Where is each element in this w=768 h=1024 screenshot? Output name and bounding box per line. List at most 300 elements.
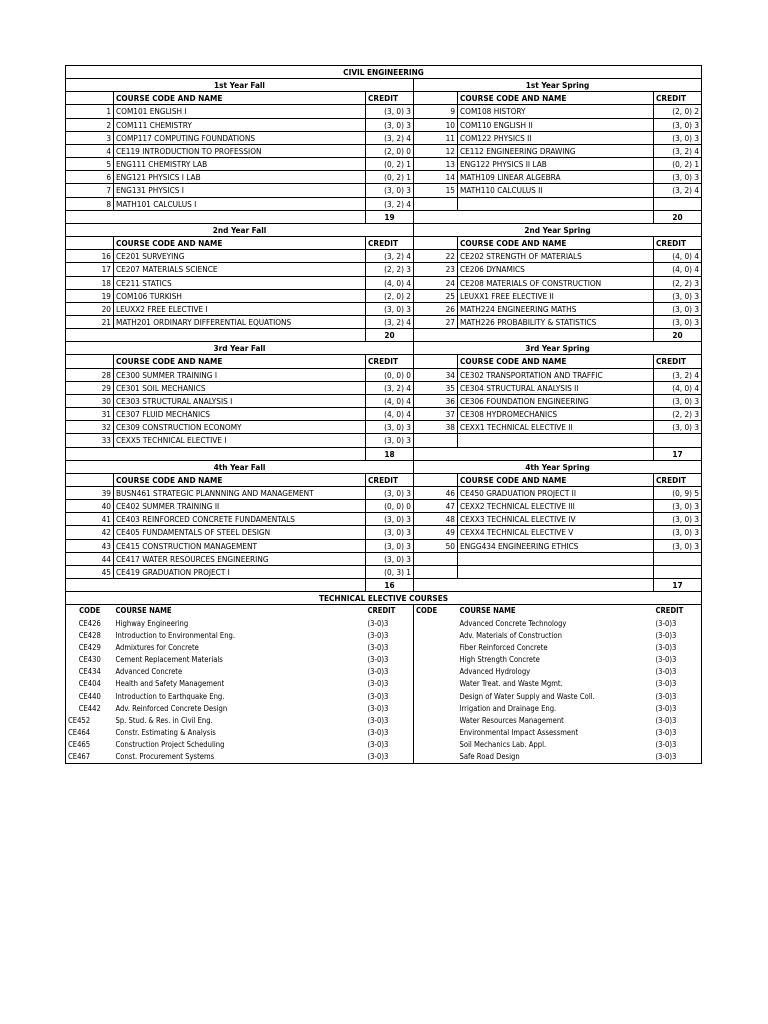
elective-name: Cement Replacement Materials <box>115 655 223 665</box>
course-name: COMP117 COMPUTING FOUNDATIONS <box>114 131 366 144</box>
course-name: LEUXX2 FREE ELECTIVE I <box>114 302 366 315</box>
elective-code: CE440 <box>78 691 101 701</box>
course-credit: (3, 0) 3 <box>366 539 414 552</box>
course-header: COURSE CODE AND NAME <box>458 355 654 368</box>
course-credit: (3, 2) 4 <box>366 315 414 328</box>
course-credit: (4, 0) 4 <box>654 263 702 276</box>
course-credit <box>654 434 702 447</box>
course-number: 50 <box>414 539 458 552</box>
elective-code <box>414 630 458 642</box>
number-header-cell <box>66 473 114 486</box>
course-name: MATH110 CALCULUS II <box>458 184 654 197</box>
course-credit: (3, 0) 3 <box>654 289 702 302</box>
course-header: COURSE CODE AND NAME <box>114 237 366 250</box>
total-spacer <box>414 579 654 592</box>
course-credit: (0, 2) 1 <box>366 158 414 171</box>
credit-header: CREDIT <box>654 355 702 368</box>
course-number: 3 <box>66 131 114 144</box>
elective-credit: (3-0)3 <box>655 642 677 652</box>
course-credit: (2, 0) 0 <box>366 144 414 157</box>
elective-credit: (3-0)3 <box>366 618 414 630</box>
course-credit: (3, 0) 3 <box>366 105 414 118</box>
curriculum-table <box>65 65 702 764</box>
course-name: CE303 STRUCTURAL ANALYSIS I <box>114 394 366 407</box>
course-row <box>66 565 702 578</box>
course-number: 46 <box>414 487 458 500</box>
course-name: ENG122 PHYSICS II LAB <box>458 158 654 171</box>
course-name: ENG131 PHYSICS I <box>114 184 366 197</box>
elective-code <box>414 727 458 739</box>
total-spacer <box>66 579 366 592</box>
course-number: 20 <box>66 302 114 315</box>
elective-credit: (3-0)3 <box>655 727 677 737</box>
course-name: MATH226 PROBABILITY & STATISTICS <box>458 315 654 328</box>
elective-credit: (3-0)3 <box>366 666 414 678</box>
course-name <box>458 434 654 447</box>
course-name: CE417 WATER RESOURCES ENGINEERING <box>114 552 366 565</box>
course-number: 23 <box>414 263 458 276</box>
course-name: CE300 SUMMER TRAINING I <box>114 368 366 381</box>
course-credit: (4, 0) 4 <box>654 381 702 394</box>
elective-row <box>66 691 702 703</box>
elective-name: Water Resources Management <box>459 715 564 725</box>
course-credit: (0, 3) 1 <box>366 565 414 578</box>
elective-name: Introduction to Earthquake Eng. <box>115 691 225 701</box>
course-row <box>66 394 702 407</box>
course-credit: (3, 2) 4 <box>366 131 414 144</box>
elective-code: CE442 <box>78 703 101 713</box>
course-row <box>66 552 702 565</box>
code-header: CODE <box>79 606 101 616</box>
elective-name: Introduction to Environmental Eng. <box>115 630 236 640</box>
course-credit: (4, 0) 4 <box>366 408 414 421</box>
elective-name: Construction Project Scheduling <box>115 740 225 750</box>
course-credit: (0, 2) 1 <box>654 158 702 171</box>
course-number: 13 <box>414 158 458 171</box>
course-row <box>66 263 702 276</box>
course-number: 30 <box>66 394 114 407</box>
elective-credit: (3-0)3 <box>655 715 677 725</box>
elective-credit: (3-0)3 <box>366 751 414 764</box>
elective-code <box>414 678 458 690</box>
course-credit: (3, 2) 4 <box>654 184 702 197</box>
semester-total: 20 <box>654 210 702 223</box>
course-header: COURSE CODE AND NAME <box>458 237 654 250</box>
credit-header: CREDIT <box>655 606 684 616</box>
elective-code <box>414 751 458 764</box>
course-credit <box>654 552 702 565</box>
course-row <box>66 421 702 434</box>
course-number <box>414 434 458 447</box>
total-spacer <box>66 447 366 460</box>
total-row <box>66 579 702 592</box>
course-credit: (4, 0) 4 <box>366 394 414 407</box>
course-credit: (3, 0) 3 <box>654 118 702 131</box>
credit-header: CREDIT <box>654 92 702 105</box>
elective-row <box>66 618 702 630</box>
course-credit: (2, 2) 3 <box>654 408 702 421</box>
course-name: CE202 STRENGTH OF MATERIALS <box>458 250 654 263</box>
course-name: CE301 SOIL MECHANICS <box>114 381 366 394</box>
course-number: 31 <box>66 408 114 421</box>
course-credit: (4, 0) 4 <box>654 250 702 263</box>
course-row <box>66 276 702 289</box>
course-credit: (2, 0) 2 <box>654 105 702 118</box>
elective-credit: (3-0)3 <box>655 679 677 689</box>
course-credit: (2, 2) 3 <box>366 263 414 276</box>
course-row <box>66 381 702 394</box>
course-number: 2 <box>66 118 114 131</box>
elective-row <box>66 751 702 764</box>
elective-name: Health and Safety Management <box>115 679 225 689</box>
course-credit: (0, 0) 0 <box>366 368 414 381</box>
course-name: CE402 SUMMER TRAINING II <box>114 500 366 513</box>
course-credit: (3, 0) 3 <box>654 131 702 144</box>
course-number: 42 <box>66 526 114 539</box>
elective-name: Sp. Stud. & Res. in Civil Eng. <box>115 715 213 725</box>
course-row <box>66 131 702 144</box>
course-name: CE304 STRUCTURAL ANALYSIS II <box>458 381 654 394</box>
elective-name: Advanced Concrete <box>115 667 183 677</box>
elective-row <box>66 727 702 739</box>
course-name <box>458 552 654 565</box>
number-header-cell <box>414 355 458 368</box>
course-number: 18 <box>66 276 114 289</box>
course-credit: (3, 0) 3 <box>366 421 414 434</box>
course-number <box>414 197 458 210</box>
course-name: CE112 ENGINEERING DRAWING <box>458 144 654 157</box>
semester-label: 3rd Year Spring <box>414 342 702 355</box>
course-name: CE206 DYNAMICS <box>458 263 654 276</box>
course-row <box>66 315 702 328</box>
column-header-row <box>66 92 702 105</box>
course-name <box>458 565 654 578</box>
elective-name: High Strength Concrete <box>459 655 540 665</box>
elective-code: CE464 <box>68 727 91 737</box>
course-name: CE207 MATERIALS SCIENCE <box>114 263 366 276</box>
elective-row <box>66 703 702 715</box>
course-name: COM106 TURKISH <box>114 289 366 302</box>
elective-name: Safe Road Design <box>459 752 520 762</box>
course-row <box>66 105 702 118</box>
elective-credit: (3-0)3 <box>366 727 414 739</box>
total-row <box>66 447 702 460</box>
elective-credit: (3-0)3 <box>655 691 677 701</box>
course-name: COM110 ENGLISH II <box>458 118 654 131</box>
number-header-cell <box>66 92 114 105</box>
course-credit: (3, 0) 3 <box>366 526 414 539</box>
course-name: CE308 HYDROMECHANICS <box>458 408 654 421</box>
elective-name: Const. Procurement Systems <box>115 752 215 762</box>
course-number <box>414 565 458 578</box>
course-row <box>66 539 702 552</box>
course-name: CE405 FUNDAMENTALS OF STEEL DESIGN <box>114 526 366 539</box>
semester-label: 1st Year Spring <box>414 79 702 92</box>
course-number: 28 <box>66 368 114 381</box>
elective-name: Admixtures for Concrete <box>115 642 199 652</box>
course-number: 12 <box>414 144 458 157</box>
semester-total: 17 <box>654 579 702 592</box>
elective-row <box>66 678 702 690</box>
course-number: 27 <box>414 315 458 328</box>
elective-name: Water Treat. and Waste Mgmt. <box>459 679 563 689</box>
elective-credit: (3-0)3 <box>655 618 677 628</box>
course-number: 21 <box>66 315 114 328</box>
total-row <box>66 329 702 342</box>
course-credit: (3, 0) 3 <box>654 394 702 407</box>
course-name: CE403 REINFORCED CONCRETE FUNDAMENTALS <box>114 513 366 526</box>
course-row <box>66 144 702 157</box>
course-number: 45 <box>66 565 114 578</box>
course-header: COURSE CODE AND NAME <box>114 473 366 486</box>
course-row <box>66 487 702 500</box>
course-name: CE201 SURVEYING <box>114 250 366 263</box>
course-name: MATH224 ENGINEERING MATHS <box>458 302 654 315</box>
course-credit: (3, 0) 3 <box>366 513 414 526</box>
elective-credit: (3-0)3 <box>655 630 677 640</box>
semester-label: 3rd Year Fall <box>66 342 414 355</box>
course-number <box>414 552 458 565</box>
elective-name: Fiber Reinforced Concrete <box>459 642 548 652</box>
course-name: MATH101 CALCULUS I <box>114 197 366 210</box>
course-name-header: COURSE NAME <box>459 606 516 616</box>
course-credit: (2, 0) 2 <box>366 289 414 302</box>
course-credit: (3, 0) 3 <box>654 171 702 184</box>
elective-credit: (3-0)3 <box>655 655 677 665</box>
number-header-cell <box>66 355 114 368</box>
elective-name: Irrigation and Drainage Eng. <box>459 703 557 713</box>
total-row <box>66 210 702 223</box>
elective-name: Design of Water Supply and Waste Coll. <box>459 691 595 701</box>
course-credit: (3, 0) 3 <box>654 421 702 434</box>
total-spacer <box>66 210 366 223</box>
curriculum-sheet <box>65 65 701 764</box>
semester-total: 18 <box>366 447 414 460</box>
course-number: 16 <box>66 250 114 263</box>
course-credit <box>654 565 702 578</box>
column-header-row <box>66 237 702 250</box>
course-name: CE208 MATERIALS OF CONSTRUCTION <box>458 276 654 289</box>
elective-name: Advanced Concrete Technology <box>459 618 567 628</box>
elective-credit: (3-0)3 <box>366 691 414 703</box>
semester-title-row <box>66 79 702 92</box>
page-title: CIVIL ENGINEERING <box>66 66 702 79</box>
electives-header-row <box>66 605 702 618</box>
course-number: 10 <box>414 118 458 131</box>
credit-header: CREDIT <box>654 237 702 250</box>
course-credit: (3, 0) 3 <box>654 526 702 539</box>
course-row <box>66 250 702 263</box>
elective-code: CE430 <box>78 655 101 665</box>
course-row <box>66 434 702 447</box>
elective-credit: (3-0)3 <box>366 703 414 715</box>
elective-credit: (3-0)3 <box>655 667 677 677</box>
course-name: CE415 CONSTRUCTION MANAGEMENT <box>114 539 366 552</box>
course-number: 47 <box>414 500 458 513</box>
semester-label: 4th Year Spring <box>414 460 702 473</box>
semester-total: 20 <box>366 329 414 342</box>
total-spacer <box>66 329 366 342</box>
course-credit: (3, 0) 3 <box>366 302 414 315</box>
course-number: 8 <box>66 197 114 210</box>
elective-credit: (3-0)3 <box>366 678 414 690</box>
course-credit: (0, 0) 0 <box>366 500 414 513</box>
elective-code: CE467 <box>68 752 91 762</box>
course-credit: (3, 0) 3 <box>366 118 414 131</box>
elective-credit: (3-0)3 <box>366 642 414 654</box>
course-number: 5 <box>66 158 114 171</box>
course-credit: (3, 0) 3 <box>654 315 702 328</box>
course-name: CE211 STATICS <box>114 276 366 289</box>
elective-code <box>414 642 458 654</box>
course-header: COURSE CODE AND NAME <box>458 92 654 105</box>
course-number: 9 <box>414 105 458 118</box>
course-number: 44 <box>66 552 114 565</box>
course-name: CE307 FLUID MECHANICS <box>114 408 366 421</box>
course-row <box>66 408 702 421</box>
course-number: 48 <box>414 513 458 526</box>
course-credit: (2, 2) 3 <box>654 276 702 289</box>
course-number: 1 <box>66 105 114 118</box>
credit-header: CREDIT <box>366 355 414 368</box>
course-name: CE450 GRADUATION PROJECT II <box>458 487 654 500</box>
electives-title: TECHNICAL ELECTIVE COURSES <box>66 592 702 605</box>
course-number: 49 <box>414 526 458 539</box>
course-credit <box>654 197 702 210</box>
course-credit: (3, 0) 3 <box>366 434 414 447</box>
course-row <box>66 118 702 131</box>
course-credit: (3, 2) 4 <box>366 197 414 210</box>
course-credit: (3, 2) 4 <box>366 381 414 394</box>
course-number: 17 <box>66 263 114 276</box>
course-row <box>66 158 702 171</box>
course-number: 6 <box>66 171 114 184</box>
course-name: BUSN461 STRATEGIC PLANNNING AND MANAGEMENT <box>114 487 366 500</box>
course-credit: (4, 0) 4 <box>366 276 414 289</box>
course-row <box>66 500 702 513</box>
title-row <box>66 66 702 79</box>
course-row <box>66 171 702 184</box>
course-number: 41 <box>66 513 114 526</box>
course-header: COURSE CODE AND NAME <box>114 92 366 105</box>
elective-row <box>66 654 702 666</box>
course-credit: (3, 0) 3 <box>654 500 702 513</box>
elective-credit: (3-0)3 <box>366 630 414 642</box>
course-number: 37 <box>414 408 458 421</box>
elective-code <box>414 739 458 751</box>
course-name: COM122 PHYSICS II <box>458 131 654 144</box>
course-name: CEXX2 TECHNICAL ELECTIVE III <box>458 500 654 513</box>
elective-row <box>66 739 702 751</box>
course-credit: (3, 0) 3 <box>366 487 414 500</box>
elective-code <box>414 703 458 715</box>
course-number: 19 <box>66 289 114 302</box>
semester-title-row <box>66 342 702 355</box>
elective-code: CE465 <box>68 740 91 750</box>
number-header-cell <box>66 237 114 250</box>
elective-credit: (3-0)3 <box>655 740 677 750</box>
elective-row <box>66 666 702 678</box>
course-number: 29 <box>66 381 114 394</box>
credit-header: CREDIT <box>366 237 414 250</box>
credit-header: CREDIT <box>654 473 702 486</box>
course-name: CE309 CONSTRUCTION ECONOMY <box>114 421 366 434</box>
semester-label: 4th Year Fall <box>66 460 414 473</box>
course-name: COM101 ENGLISH I <box>114 105 366 118</box>
semester-total: 16 <box>366 579 414 592</box>
semester-label: 2nd Year Spring <box>414 223 702 236</box>
semester-total: 17 <box>654 447 702 460</box>
total-spacer <box>414 447 654 460</box>
elective-code: CE434 <box>78 667 101 677</box>
course-credit: (0, 9) 5 <box>654 487 702 500</box>
semester-title-row <box>66 223 702 236</box>
semester-label: 2nd Year Fall <box>66 223 414 236</box>
course-number: 25 <box>414 289 458 302</box>
elective-code <box>414 654 458 666</box>
course-header: COURSE CODE AND NAME <box>114 355 366 368</box>
electives-title-row <box>66 592 702 605</box>
total-spacer <box>414 210 654 223</box>
course-name: MATH201 ORDINARY DIFFERENTIAL EQUATIONS <box>114 315 366 328</box>
elective-name: Adv. Reinforced Concrete Design <box>115 703 228 713</box>
course-name: COM111 CHEMISTRY <box>114 118 366 131</box>
course-name: ENGG434 ENGINEERING ETHICS <box>458 539 654 552</box>
semester-total: 20 <box>654 329 702 342</box>
course-name: CEXX1 TECHNICAL ELECTIVE II <box>458 421 654 434</box>
course-name: ENG121 PHYSICS I LAB <box>114 171 366 184</box>
elective-code: CE429 <box>78 642 101 652</box>
elective-name: Environmental Impact Assessment <box>459 727 579 737</box>
elective-credit: (3-0)3 <box>366 654 414 666</box>
course-row <box>66 197 702 210</box>
elective-credit: (3-0)3 <box>655 752 677 762</box>
number-header-cell <box>414 473 458 486</box>
credit-header: CREDIT <box>366 605 414 618</box>
course-number: 40 <box>66 500 114 513</box>
course-credit: (3, 2) 4 <box>654 368 702 381</box>
number-header-cell <box>414 237 458 250</box>
course-number: 43 <box>66 539 114 552</box>
elective-name: Highway Engineering <box>115 618 189 628</box>
course-name: CE306 FOUNDATION ENGINEERING <box>458 394 654 407</box>
elective-credit: (3-0)3 <box>366 715 414 727</box>
course-number: 4 <box>66 144 114 157</box>
course-credit: (3, 0) 3 <box>654 302 702 315</box>
course-number: 26 <box>414 302 458 315</box>
course-number: 7 <box>66 184 114 197</box>
elective-code: CE404 <box>78 679 101 689</box>
semester-label: 1st Year Fall <box>66 79 414 92</box>
course-name: MATH109 LINEAR ALGEBRA <box>458 171 654 184</box>
course-number: 35 <box>414 381 458 394</box>
elective-code <box>414 691 458 703</box>
course-credit: (3, 0) 3 <box>366 184 414 197</box>
elective-credit: (3-0)3 <box>655 703 677 713</box>
course-number: 38 <box>414 421 458 434</box>
semester-title-row <box>66 460 702 473</box>
course-name: ENG111 CHEMISTRY LAB <box>114 158 366 171</box>
course-number: 33 <box>66 434 114 447</box>
course-number: 32 <box>66 421 114 434</box>
course-row <box>66 526 702 539</box>
elective-credit: (3-0)3 <box>366 739 414 751</box>
elective-code <box>414 715 458 727</box>
course-name: CE302 TRANSPORTATION AND TRAFFIC <box>458 368 654 381</box>
course-name: LEUXX1 FREE ELECTIVE II <box>458 289 654 302</box>
elective-code: CE426 <box>78 618 101 628</box>
course-row <box>66 289 702 302</box>
